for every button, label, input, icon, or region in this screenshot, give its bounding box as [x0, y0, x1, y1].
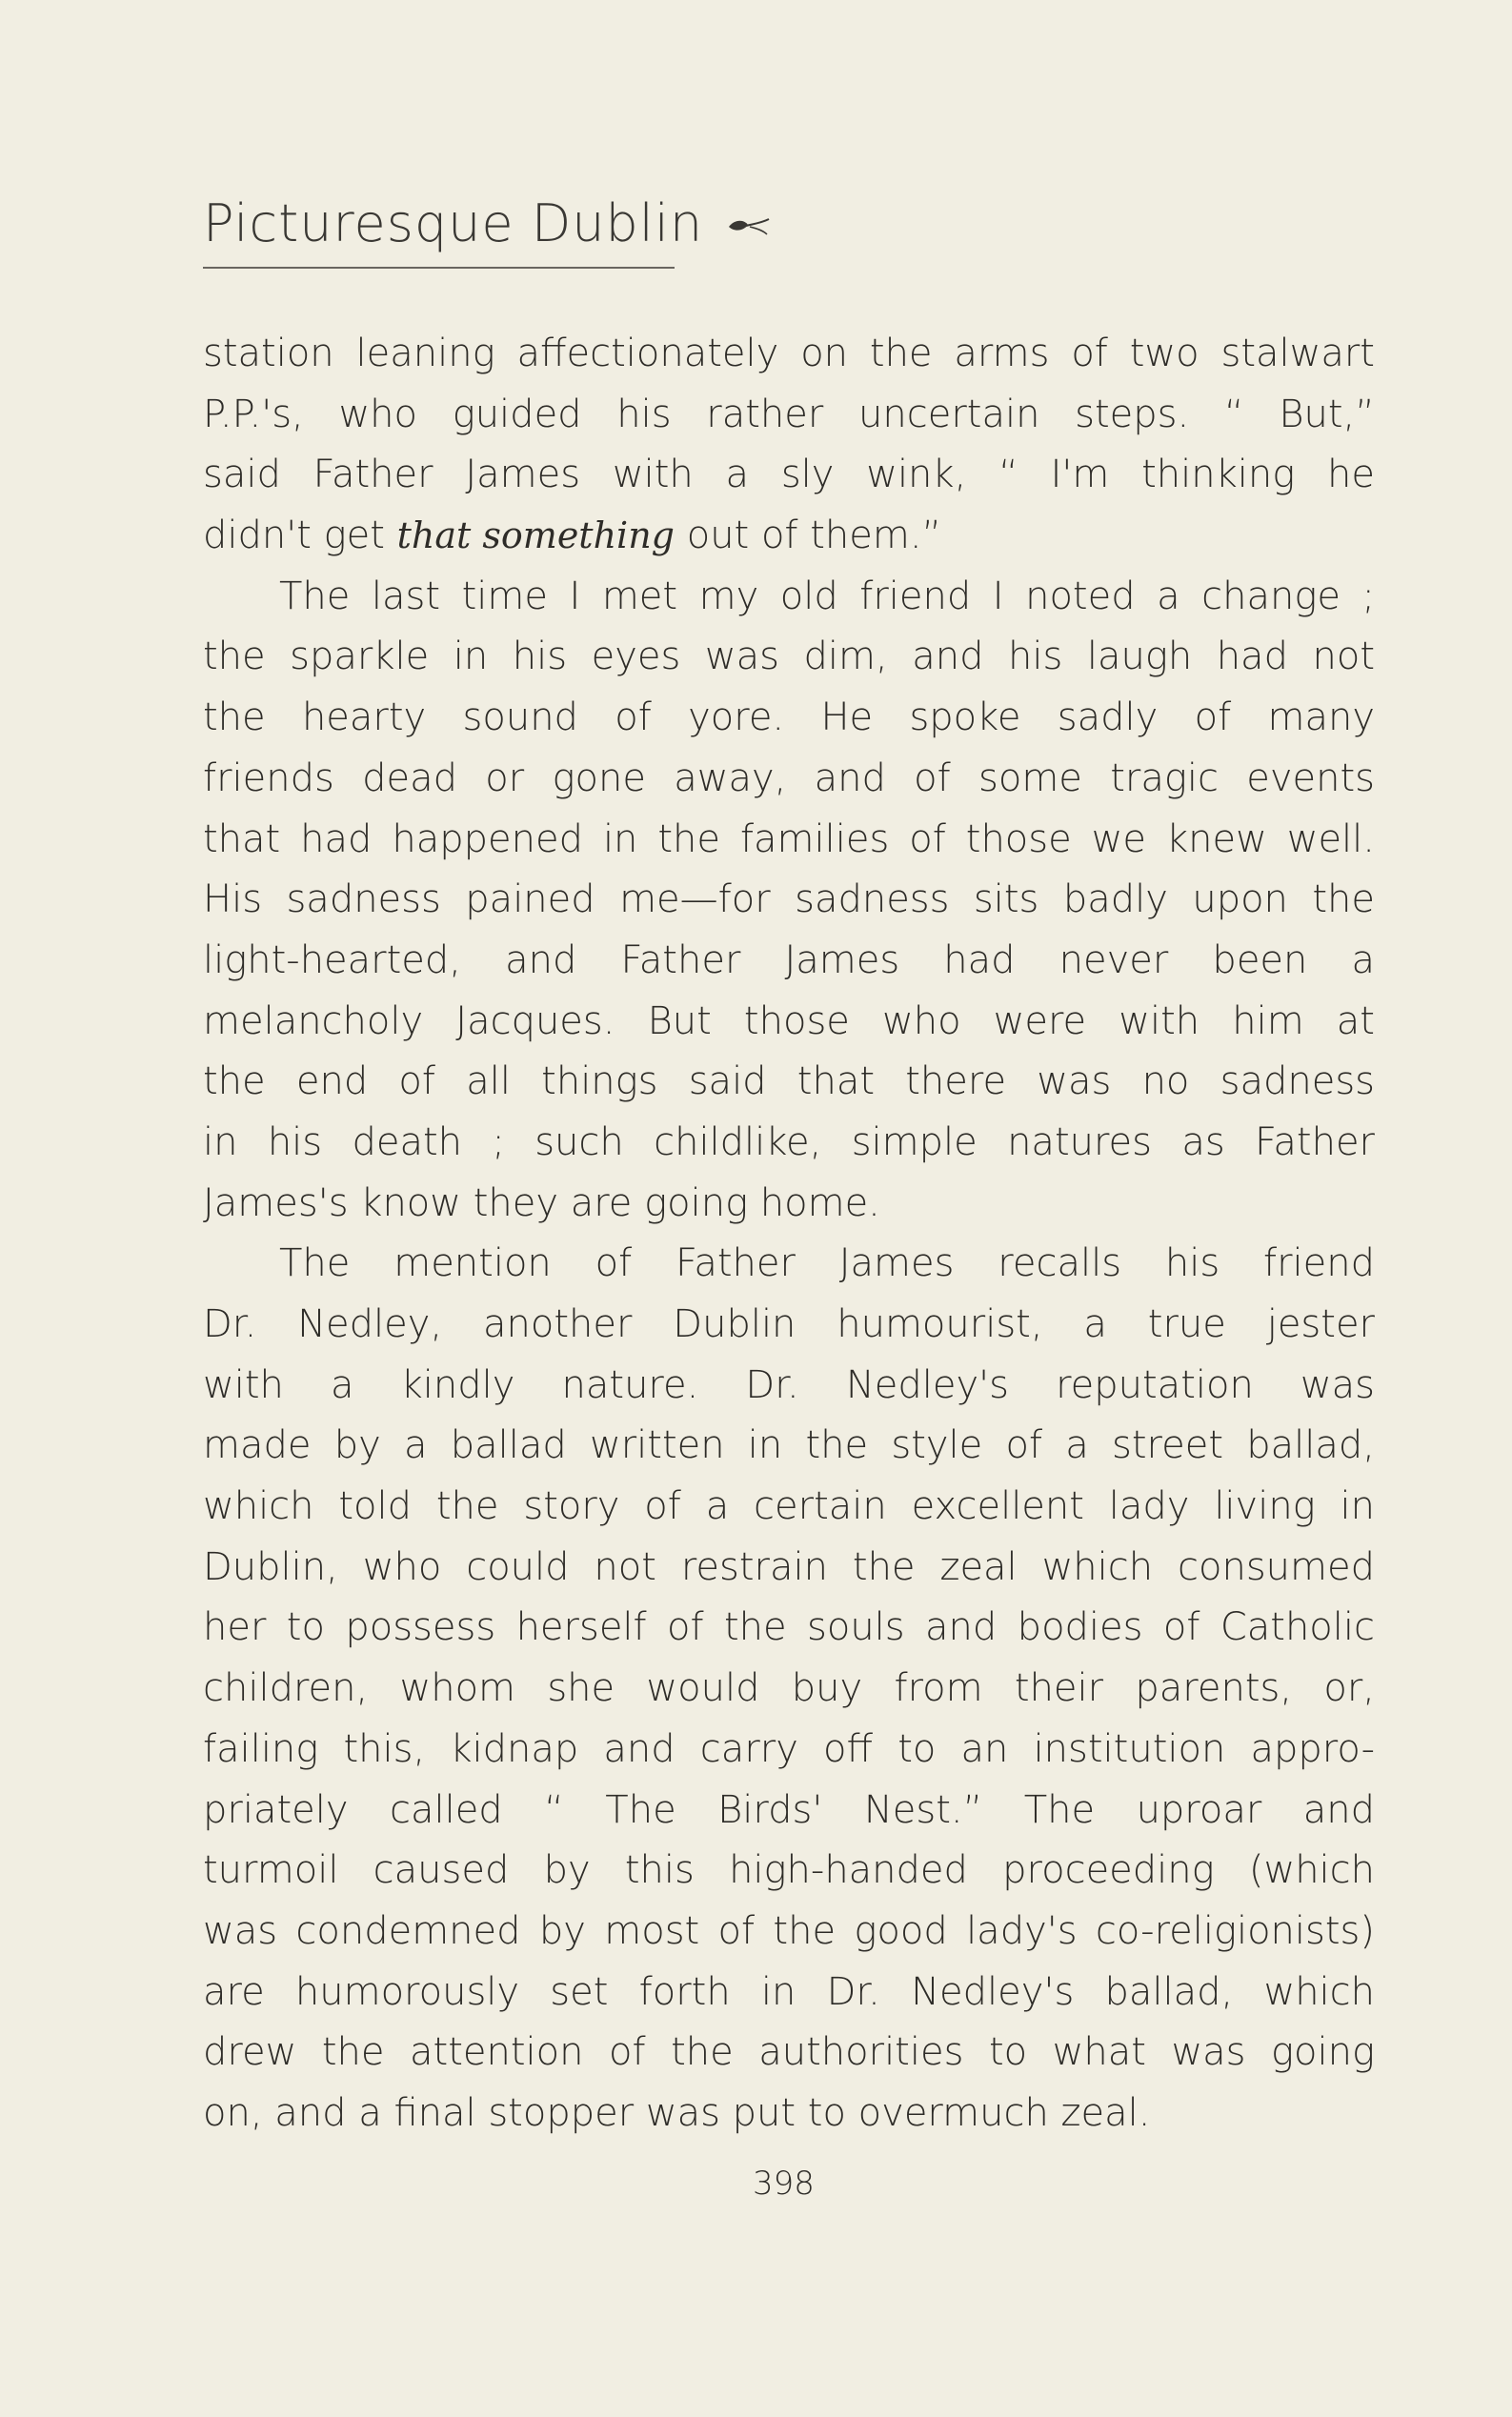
text-line: said Father James with a sly wink, “ I'm thinking he — [203, 453, 1375, 497]
text-line: the end of all things said that there was no sadness — [203, 1059, 1375, 1104]
text-line: The last time I met my old friend I noted a change ; — [279, 574, 1375, 618]
text-line: in his death ; such childlike, simple natures as Father — [203, 1119, 1375, 1164]
text-line: Dublin, who could not restrain the zeal which consumed — [203, 1544, 1375, 1589]
body-text — [203, 324, 1375, 2145]
text-line: with a kindly nature. Dr. Nedley's reputation was — [203, 1362, 1375, 1407]
text-line: the hearty sound of yore. He spoke sadly of many — [203, 695, 1375, 740]
text-line: are humorously set forth in Dr. Nedley's ballad, which — [203, 1969, 1375, 2014]
leaf-ornament-icon — [725, 211, 782, 240]
text-line: children, whom she would buy from their parents, or, — [203, 1666, 1375, 1711]
text-line: that had happened in the families of those we knew well. — [203, 816, 1375, 861]
text-line: was condemned by most of the good lady's co-religionists) — [203, 1908, 1375, 1953]
text-line: melancholy Jacques. But those who were with him at — [203, 998, 1375, 1043]
page-number: 398 — [753, 2165, 815, 2203]
text-line: light-hearted, and Father James had never been a — [203, 937, 1375, 982]
text-line: drew the attention of the authorities to what was going — [203, 2030, 1375, 2075]
text-line: failing this, kidnap and carry off to an institution appro- — [203, 1726, 1375, 1771]
running-head — [203, 191, 775, 267]
text-line: friends dead or gone away, and of some tragic events — [203, 755, 1375, 800]
text-line: her to possess herself of the souls and bodies of Catholic — [203, 1605, 1375, 1650]
text-line: station leaning affectionately on the arms of two stalwart — [203, 332, 1375, 375]
text-line: the sparkle in his eyes was dim, and his laugh had not — [203, 634, 1375, 679]
italic-phrase: that something — [396, 514, 675, 557]
text-line: priately called “ The Birds' Nest.” The uproar and — [203, 1787, 1375, 1832]
text-line: on, and a final stopper was put to overmuch zeal. — [203, 2090, 1151, 2135]
text-line-end: out of them.” — [675, 514, 942, 558]
text-line — [203, 506, 1375, 567]
text-line: His sadness pained me—for sadness sits badly upon the — [203, 877, 1375, 922]
header-rule — [203, 267, 675, 269]
running-title: Picturesque Dublin — [203, 193, 704, 253]
text-line: which told the story of a certain excellent lady living in — [203, 1484, 1375, 1529]
text-line: made by a ballad written in the style of a street ballad, — [203, 1423, 1375, 1468]
text-line: The mention of Father James recalls his friend — [279, 1241, 1375, 1286]
text-line: turmoil caused by this high-handed proceeding (which — [203, 1848, 1375, 1893]
text-line: James's know they are going home. — [203, 1180, 880, 1225]
text-line: Dr. Nedley, another Dublin humourist, a true jester — [203, 1302, 1375, 1346]
text-line: P.P.'s, who guided his rather uncertain steps. “ But,” — [203, 392, 1375, 436]
text-line-start: didn't get — [203, 514, 397, 558]
